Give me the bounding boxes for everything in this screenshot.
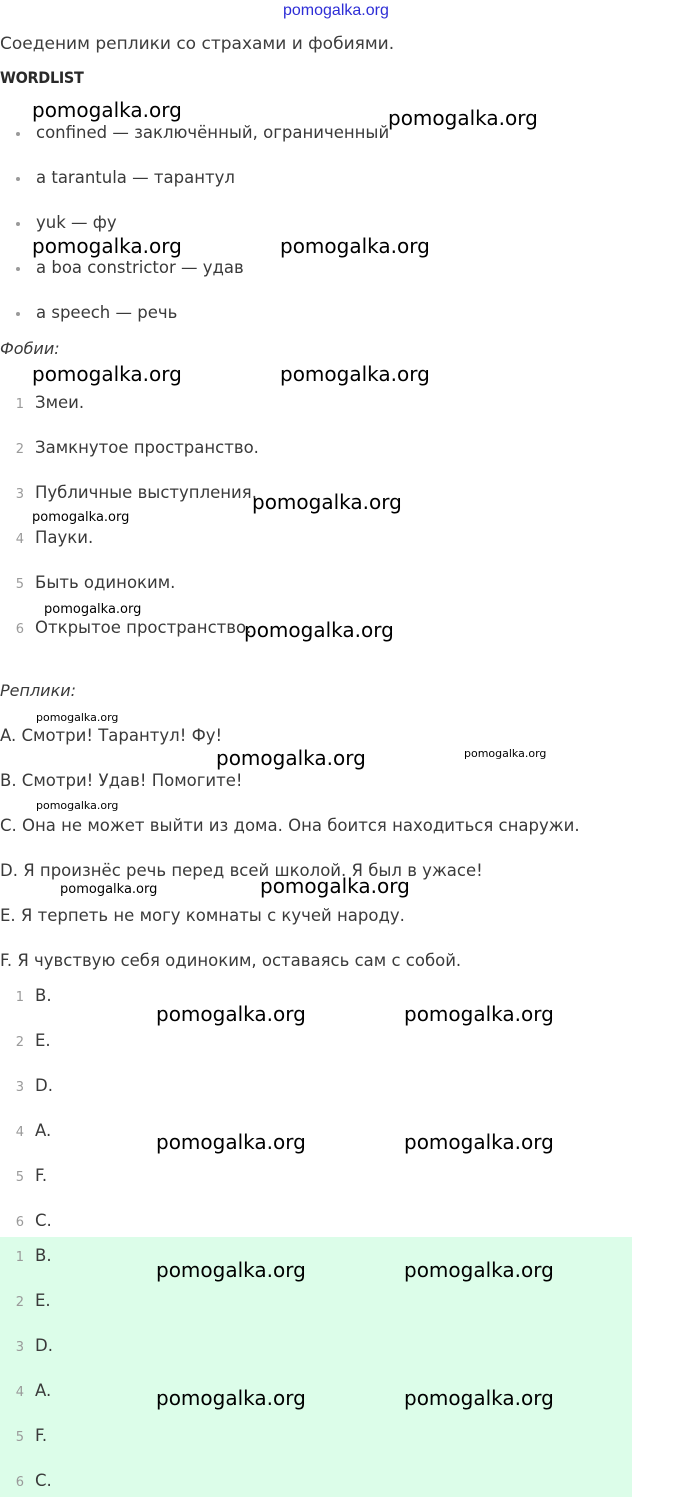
watermark: pomogalka.org: [280, 234, 430, 258]
wordlist-item: a speech — речь: [16, 303, 177, 322]
answer-item: 1 B.: [15, 986, 52, 1005]
watermark: pomogalka.org: [388, 106, 538, 130]
watermark: pomogalka.org: [252, 490, 402, 514]
phobia-item: 2 Замкнутое пространство.: [15, 438, 259, 457]
phobia-item: 1 Змеи.: [15, 393, 85, 412]
highlighted-answer-item: 1 B.: [15, 1246, 52, 1265]
watermark: pomogalka.org: [244, 618, 394, 642]
bullet-icon: [16, 132, 20, 136]
phobia-item: 6 Открытое пространство.: [15, 618, 252, 637]
answer-item: 3 D.: [15, 1076, 53, 1095]
reply-item: A. Смотри! Тарантул! Фу!: [0, 726, 223, 745]
bullet-icon: [16, 177, 20, 181]
reply-item: B. Смотри! Удав! Помогите!: [0, 771, 243, 790]
phobia-item: 5 Быть одиноким.: [15, 573, 176, 592]
wordlist-title: WORDLIST: [0, 68, 84, 87]
watermark: pomogalka.org: [404, 1258, 554, 1282]
watermark: pomogalka.org: [216, 746, 366, 770]
watermark: pomogalka.org: [32, 234, 182, 258]
watermark: pomogalka.org: [156, 1130, 306, 1154]
site-link[interactable]: pomogalka.org: [283, 2, 389, 19]
watermark: pomogalka.org: [36, 799, 119, 812]
watermark: pomogalka.org: [32, 510, 130, 525]
watermark: pomogalka.org: [32, 98, 182, 122]
replies-label: Реплики:: [0, 681, 77, 700]
highlighted-answer-item: 5 F.: [15, 1426, 48, 1445]
reply-item: F. Я чувствую себя одиноким, оставаясь сам с собой.: [0, 951, 462, 970]
wordlist-item: yuk — фу: [16, 213, 117, 232]
watermark: pomogalka.org: [44, 602, 142, 617]
bullet-icon: [16, 222, 20, 226]
phobias-label: Фобии:: [0, 339, 60, 358]
watermark: pomogalka.org: [32, 362, 182, 386]
watermark: pomogalka.org: [260, 874, 410, 898]
reply-item: E. Я терпеть не могу комнаты с кучей народу.: [0, 906, 405, 925]
highlighted-answer-item: 3 D.: [15, 1336, 53, 1355]
watermark: pomogalka.org: [156, 1002, 306, 1026]
wordlist-item: a boa constrictor — удав: [16, 258, 244, 277]
answer-item: 5 F.: [15, 1166, 48, 1185]
watermark: pomogalka.org: [464, 747, 547, 760]
highlighted-answer-item: 2 E.: [15, 1291, 51, 1310]
watermark: pomogalka.org: [404, 1386, 554, 1410]
reply-item: D. Я произнёс речь перед всей школой. Я был в ужасе!: [0, 861, 483, 880]
watermark: pomogalka.org: [60, 882, 158, 897]
highlighted-answer-item: 4 A.: [15, 1381, 52, 1400]
wordlist-item: confined — заключённый, ограниченный: [16, 123, 389, 142]
watermark: pomogalka.org: [404, 1002, 554, 1026]
watermark: pomogalka.org: [156, 1386, 306, 1410]
bullet-icon: [16, 267, 20, 271]
reply-item: C. Она не может выйти из дома. Она боится находиться снаружи.: [0, 816, 580, 835]
watermark: pomogalka.org: [36, 711, 119, 724]
task-intro: Соеденим реплики со страхами и фобиями.: [0, 34, 395, 54]
phobia-item: 3 Публичные выступления.: [15, 483, 257, 502]
phobia-item: 4 Пауки.: [15, 528, 94, 547]
watermark: pomogalka.org: [404, 1130, 554, 1154]
bullet-icon: [16, 312, 20, 316]
watermark: pomogalka.org: [156, 1258, 306, 1282]
wordlist-item: a tarantula — тарантул: [16, 168, 235, 187]
answer-item: 6 C.: [15, 1211, 52, 1230]
answer-item: 2 E.: [15, 1031, 51, 1050]
highlighted-answer-item: 6 C.: [15, 1471, 52, 1490]
answer-item: 4 A.: [15, 1121, 52, 1140]
watermark: pomogalka.org: [280, 362, 430, 386]
